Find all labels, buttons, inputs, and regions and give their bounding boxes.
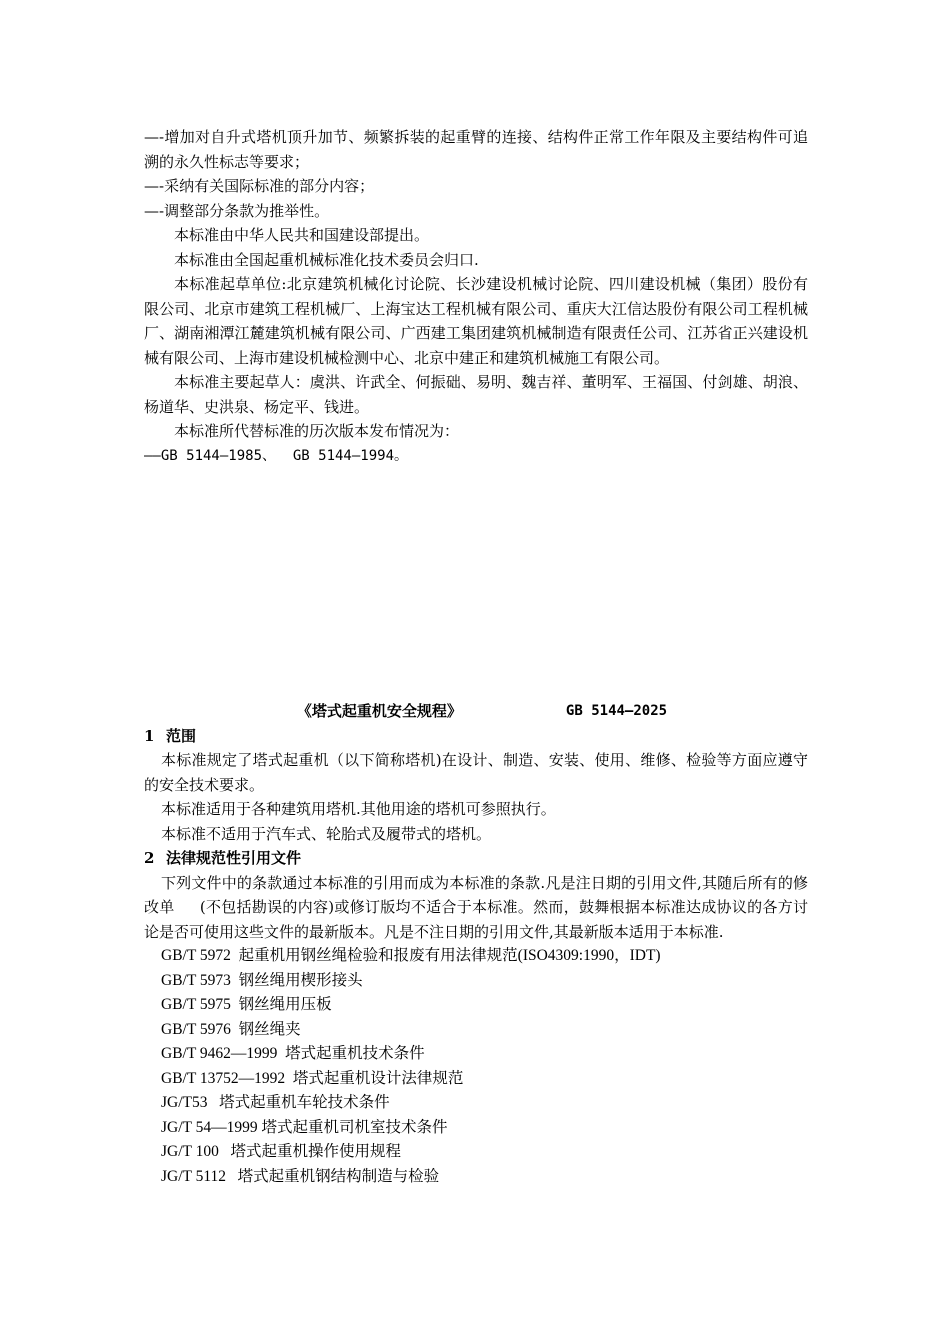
reference-item: GB/T 5975 钢丝绳用压板: [161, 996, 332, 1013]
scope-paragraph: 本标准规定了塔式起重机（以下简称塔机)在设计、制造、安装、使用、维修、检验等方面应遵守的安全技术要求。: [144, 751, 808, 794]
section-1-heading: [144, 724, 808, 749]
reference-item: GB/T 9462—1999 塔式起重机技术条件: [161, 1045, 425, 1062]
foreword-section: [144, 125, 808, 468]
reference-item: GB/T 5973 钢丝绳用楔形接头: [161, 971, 363, 989]
drafters-paragraph: 本标准主要起草人：虞洪、许武全、何振础、易明、魏吉祥、董明军、王福国、付剑雄、胡浪、杨道华、史洪泉、杨定平、钱进。: [144, 373, 808, 416]
reference-item: JG/T 54—1999 塔式起重机司机室技术条件: [161, 1118, 448, 1136]
history-intro-paragraph: 本标准所代替标准的历次版本发布情况为：: [174, 422, 460, 440]
standard-body: [144, 699, 808, 1189]
reference-item: GB/T 5972 起重机用钢丝绳检验和报废有用法律规范(ISO4309:1990，IDT): [161, 947, 661, 964]
section-number: 2: [144, 849, 155, 867]
standard-code: GB 5144—2025: [565, 703, 668, 719]
foreword-bullet: —-采纳有关国际标准的部分内容；: [144, 177, 375, 195]
section-title: 范围: [166, 726, 197, 745]
section-2-heading: [144, 846, 808, 871]
history-line: ——GB 5144—1985、 GB 5144—1994。: [144, 447, 409, 464]
reference-item: JG/T 5112 塔式起重机钢结构制造与检验: [161, 1167, 440, 1185]
standard-title: 《塔式起重机安全规程》: [296, 702, 462, 720]
section-title: 法律规范性引用文件: [166, 849, 302, 867]
drafting-units-paragraph: 本标准起草单位:北京建筑机械化讨论院、长沙建设机械讨论院、四川建设机械（集团）股份有限公司、北京市建筑工程机械厂、上海宝达工程机械有限公司、重庆大江信达股份有限公司工程机械厂、湖南湘潭江麓建筑机械有限公司、广西建工集团建筑机械制造有限责任公司、江苏省正兴建设机械有限公司、上海市建设机械检测中心、北京中建正和建筑机械施工有限公司。: [144, 275, 808, 367]
scope-paragraph: 本标准适用于各种建筑用塔机.其他用途的塔机可参照执行。: [161, 800, 556, 818]
foreword-bullet: —-增加对自升式塔机顶升加节、频繁拆装的起重臂的连接、结构件正常工作年限及主要结构件可追溯的永久性标志等要求；: [144, 128, 808, 171]
scope-paragraph: 本标准不适用于汽车式、轮胎式及履带式的塔机。: [161, 824, 492, 843]
foreword-paragraph: 本标准由中华人民共和国建设部提出。: [174, 226, 430, 244]
foreword-paragraph: 本标准由全国起重机械标准化技术委员会归口.: [174, 250, 479, 269]
reference-item: GB/T 5976 钢丝绳夹: [161, 1020, 301, 1038]
reference-item: JG/T53 塔式起重机车轮技术条件: [161, 1094, 390, 1111]
reference-item: GB/T 13752—1992 塔式起重机设计法律规范: [161, 1069, 464, 1087]
foreword-bullet: —-调整部分条款为推举性。: [144, 201, 330, 220]
reference-item: JG/T 100 塔式起重机操作使用规程: [161, 1143, 401, 1160]
references-intro: 下列文件中的条款通过本标准的引用而成为本标准的条款.凡是注日期的引用文件,其随后所有的修改单 (不包括勘误的内容)或修订版均不适合于本标准。然而，鼓舞根据本标准达成协议的各方讨论是否可使用这些文件的最新版本。凡是不注日期的引用文件,其最新版本适用于本标准.: [144, 873, 808, 941]
standard-title-row: [144, 699, 808, 724]
section-number: 1: [144, 726, 155, 745]
